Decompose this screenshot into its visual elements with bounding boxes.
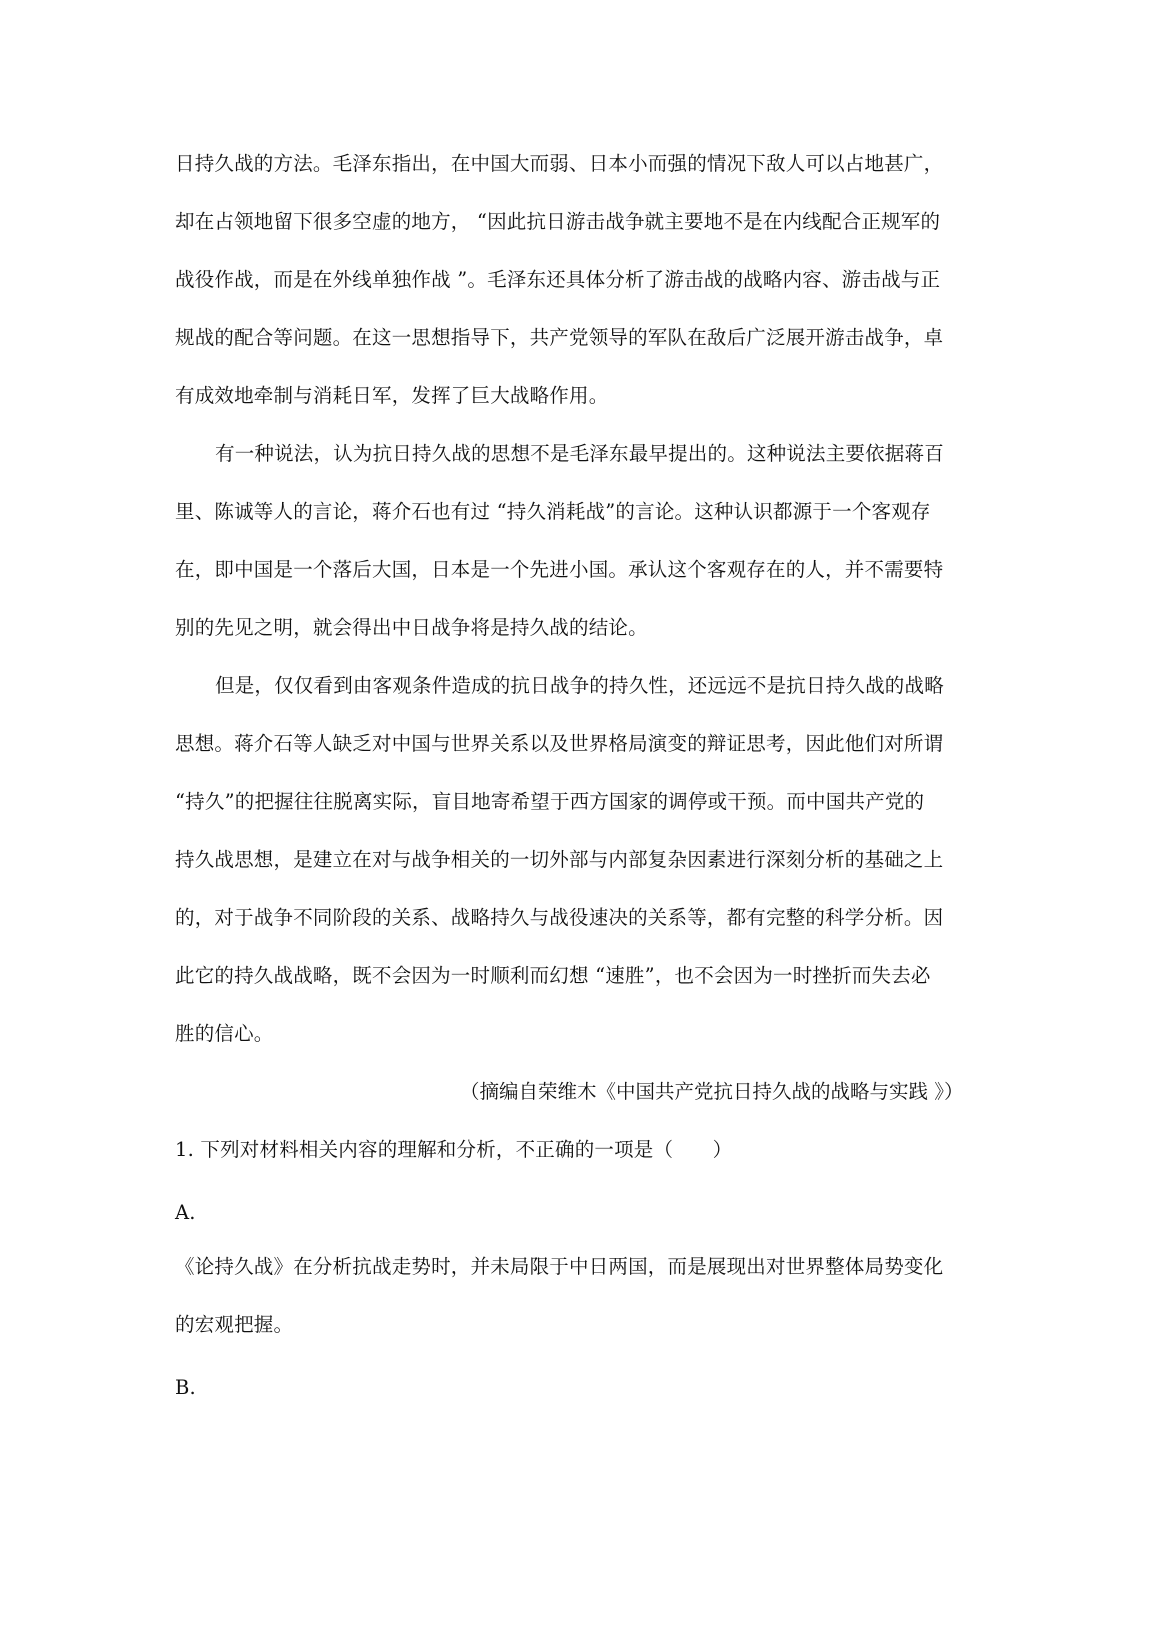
paragraph-2-line-3: 在，即中国是一个落后大国，日本是一个先进小国。承认这个客观存在的人，并不需要特 <box>175 558 944 581</box>
paragraph-3-line-1: 但是，仅仅看到由客观条件造成的抗日战争的持久性，还远远不是抗日持久战的战略 <box>215 674 944 697</box>
paragraph-1-line-3: 战役作战，而是在外线单独作战 ”。毛泽东还具体分析了游击战的战略内容、游击战与正 <box>175 268 941 291</box>
question-1-stem: 1. 下列对材料相关内容的理解和分析，不正确的一项是（ ） <box>175 1138 733 1161</box>
paragraph-3-line-2: 思想。蒋介石等人缺乏对中国与世界关系以及世界格局演变的辩证思考，因此他们对所谓 <box>175 732 944 755</box>
option-b-label: B. <box>175 1376 196 1399</box>
paragraph-3-line-4: 持久战思想，是建立在对与战争相关的一切外部与内部复杂因素进行深刻分析的基础之上 <box>175 848 944 871</box>
paragraph-1-line-4: 规战的配合等问题。在这一思想指导下，共产党领导的军队在敌后广泛展开游击战争，卓 <box>175 326 944 349</box>
option-a-line-1: 《论持久战》在分析抗战走势时，并未局限于中日两国，而是展现出对世界整体局势变化 <box>175 1255 944 1278</box>
paragraph-2-line-1: 有一种说法，认为抗日持久战的思想不是毛泽东最早提出的。这种说法主要依据蒋百 <box>215 442 944 465</box>
option-a-line-2: 的宏观把握。 <box>175 1313 294 1336</box>
paragraph-3-line-5: 的，对于战争不同阶段的关系、战略持久与战役速决的关系等，都有完整的科学分析。因 <box>175 906 944 929</box>
paragraph-3-line-7: 胜的信心。 <box>175 1022 274 1045</box>
paragraph-3-line-3: “持久”的把握往往脱离实际，盲目地寄希望于西方国家的调停或干预。而中国共产党的 <box>175 790 925 813</box>
paragraph-3-line-6: 此它的持久战战略，既不会因为一时顺利而幻想 “速胜”，也不会因为一时挫折而失去必 <box>175 964 931 987</box>
option-a-label: A. <box>175 1201 196 1224</box>
paragraph-1-line-5: 有成效地牵制与消耗日军，发挥了巨大战略作用。 <box>175 384 609 407</box>
paragraph-2-line-4: 别的先见之明，就会得出中日战争将是持久战的结论。 <box>175 616 648 639</box>
source-attribution: （摘编自荣维木《中国共产党抗日持久战的战略与实践 》） <box>460 1080 964 1103</box>
paragraph-2-line-2: 里、陈诚等人的言论，蒋介石也有过 “持久消耗战”的言论。这种认识都源于一个客观存 <box>175 500 931 523</box>
paragraph-1-line-2: 却在占领地留下很多空虚的地方， “因此抗日游击战争就主要地不是在内线配合正规军的 <box>175 210 941 233</box>
paragraph-1-line-1: 日持久战的方法。毛泽东指出，在中国大而弱、日本小而强的情况下敌人可以占地甚广， <box>175 152 944 175</box>
